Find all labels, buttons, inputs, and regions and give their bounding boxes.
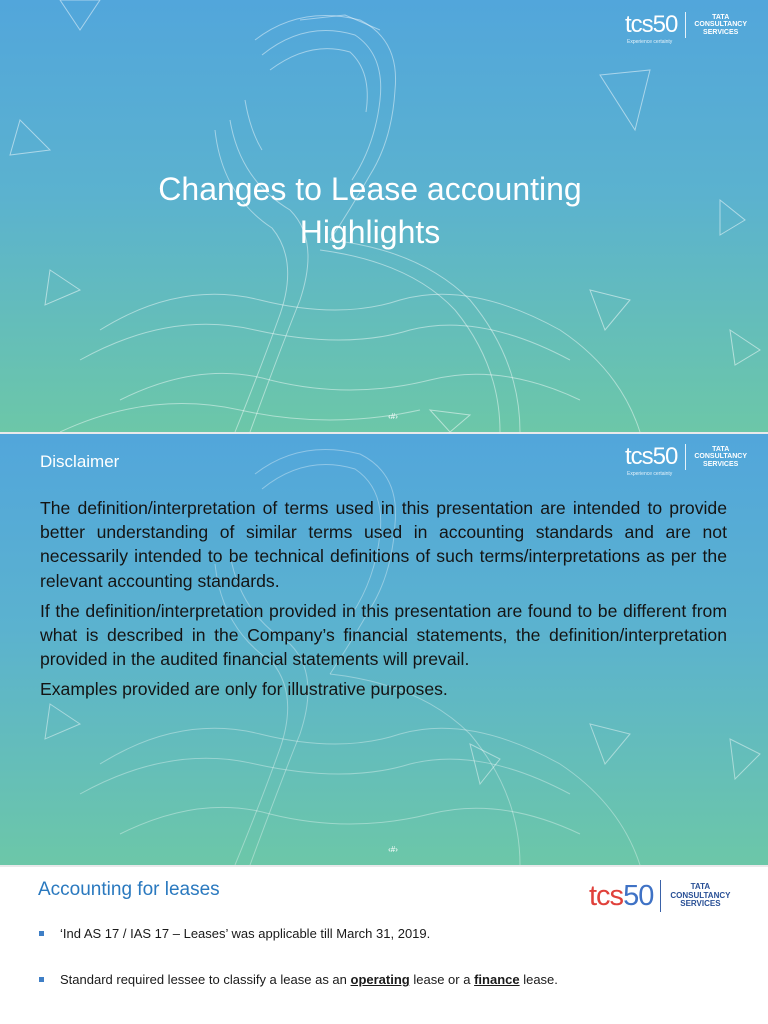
tcs50-tata-logo	[589, 880, 730, 912]
operating-term: operating	[350, 972, 410, 987]
bullet-text: Standard required lessee to classify a lease as an operating lease or a finance lease.	[60, 972, 558, 987]
square-bullet-icon	[39, 977, 44, 982]
square-bullet-icon	[39, 931, 44, 936]
logo-divider	[685, 12, 686, 38]
tata-consultancy-services-wordmark: TATA CONSULTANCY SERVICES	[694, 445, 748, 468]
bullet-list	[38, 925, 738, 1017]
disclaimer-paragraph: Examples provided are only for illustrative purposes.	[40, 679, 448, 700]
tata-consultancy-services-wordmark: TATA CONSULTANCY SERVICES	[694, 13, 748, 36]
tcs50-wordmark: tcs50	[625, 11, 678, 38]
list-item	[38, 925, 738, 971]
title-slide	[0, 0, 768, 432]
disclaimer-paragraph: The definition/interpretation of terms used in this presentation are intended to provide better understanding of similar terms used in accounting standards and are not necessarily intended to be technical definitions of such terms/interpretations as per the relevant accounting standards.	[40, 498, 727, 591]
accounting-for-leases-slide	[0, 867, 768, 1024]
tata-consultancy-services-wordmark: TATA CONSULTANCY SERVICES	[670, 882, 731, 909]
list-item	[38, 971, 738, 1017]
tcs50-tata-logo	[625, 11, 748, 45]
finance-term: finance	[474, 972, 520, 987]
tcs50-tata-logo	[625, 443, 748, 477]
tcs50-wordmark: tcs50	[625, 443, 678, 470]
page-number: ‹#›	[388, 412, 398, 421]
slide-heading: Disclaimer	[40, 452, 120, 471]
slide-title	[0, 168, 740, 254]
slide-title-line-1: Changes to Lease accounting	[158, 171, 582, 207]
slide-title-line-2: Highlights	[299, 214, 441, 250]
slide-heading: Accounting for leases	[38, 879, 220, 900]
logo-tagline: Experience certainty	[627, 39, 673, 45]
disclaimer-body	[40, 496, 727, 708]
disclaimer-paragraph: If the definition/interpretation provided in this presentation are found to be different from what is described in the Company’s financial statements, the definition/interpretation provided in the audited financial statements will prevail.	[40, 600, 727, 670]
logo-tagline: Experience certainty	[627, 471, 673, 477]
logo-divider	[685, 444, 686, 470]
bullet-text: ‘Ind AS 17 / IAS 17 – Leases’ was applicable till March 31, 2019.	[60, 926, 431, 941]
logo-divider	[660, 880, 661, 912]
disclaimer-slide	[0, 434, 768, 865]
tcs50-wordmark: tcs50	[589, 879, 654, 912]
page-number: ‹#›	[388, 845, 398, 854]
